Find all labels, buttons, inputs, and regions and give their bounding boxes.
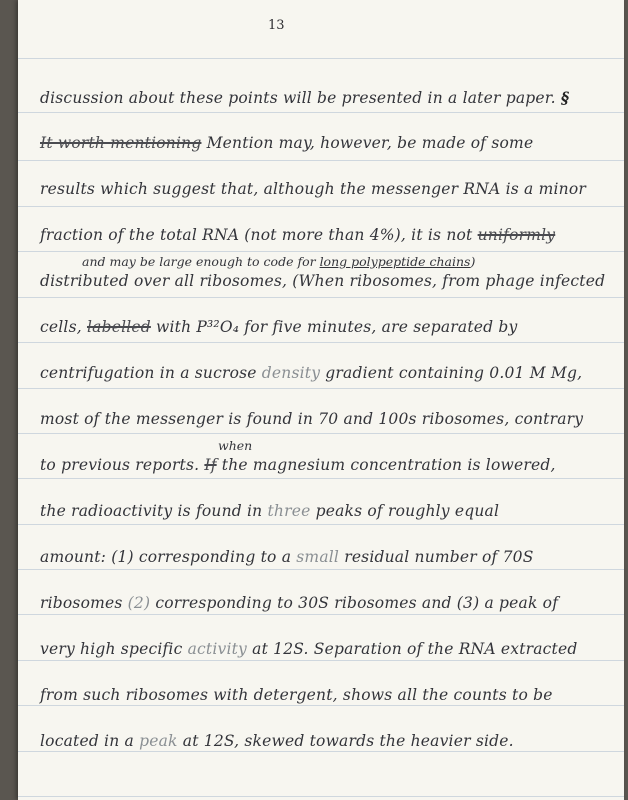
struck-text: labelled bbox=[86, 318, 151, 336]
ruled-line bbox=[18, 751, 624, 752]
line-text: centrifugation in a sucrose bbox=[40, 364, 262, 382]
line-text: discussion about these points will be presented in a later paper. bbox=[40, 89, 556, 107]
line-text: fraction of the total RNA (not more than 4%), it is not bbox=[40, 226, 478, 244]
text-line-8 bbox=[40, 410, 583, 428]
underlined-text: long polypeptide chains bbox=[319, 254, 471, 269]
ruled-line bbox=[18, 388, 624, 389]
line-text: the radioactivity is found in bbox=[40, 502, 268, 520]
line-text: cells, bbox=[40, 318, 87, 336]
ruled-line bbox=[18, 297, 624, 298]
ruled-line bbox=[18, 478, 624, 479]
text-line-14 bbox=[40, 686, 553, 704]
line-text: to previous reports. bbox=[40, 456, 205, 474]
line-text: very high specific bbox=[40, 640, 188, 658]
ruled-line bbox=[18, 251, 624, 252]
line-text: residual number of 70S bbox=[339, 548, 534, 566]
page-number: 13 bbox=[268, 18, 285, 33]
ruled-line bbox=[18, 58, 624, 59]
ruled-line bbox=[18, 433, 624, 434]
text-line-9 bbox=[40, 456, 556, 474]
ruled-line bbox=[18, 660, 624, 661]
insertion-text: and may be large enough to code for bbox=[82, 254, 320, 269]
text-line-7 bbox=[40, 364, 582, 382]
ruled-line bbox=[18, 614, 624, 615]
scribble-mark: § bbox=[560, 88, 570, 107]
text-line-4 bbox=[40, 226, 555, 244]
line-text: amount: (1) corresponding to a bbox=[40, 548, 297, 566]
line-text: distributed over all ribosomes, bbox=[40, 272, 293, 290]
text-line-10 bbox=[40, 502, 499, 520]
faded-text: three bbox=[267, 502, 311, 520]
faded-text: activity bbox=[187, 640, 248, 658]
line-text: peaks of roughly equal bbox=[310, 502, 500, 520]
ruled-line bbox=[18, 160, 624, 161]
faded-text: small bbox=[296, 548, 340, 566]
faded-text: (2) bbox=[127, 594, 151, 612]
line-text: results which suggest that, although the messenger RNA is a minor bbox=[40, 180, 586, 198]
line-text: located in a bbox=[40, 732, 140, 750]
text-line-11 bbox=[40, 548, 534, 566]
interlinear-insertion bbox=[82, 254, 475, 269]
ruled-line bbox=[18, 569, 624, 570]
line-text: gradient containing 0.01 M Mg, bbox=[320, 364, 583, 382]
ruled-line bbox=[18, 342, 624, 343]
line-text: from such ribosomes with detergent, shows all the counts to be bbox=[40, 686, 553, 704]
line-text: with P³²O₄ for five minutes, are separated by bbox=[150, 318, 518, 336]
insertion-text: ) bbox=[470, 254, 476, 269]
text-line-2 bbox=[40, 134, 533, 152]
ruled-line bbox=[18, 796, 624, 797]
line-text: the magnesium concentration is lowered, bbox=[216, 456, 556, 474]
text-line-12 bbox=[40, 594, 558, 612]
struck-text: uniformly bbox=[477, 226, 556, 244]
text-line-6 bbox=[40, 318, 518, 336]
line-text: at 12S, skewed towards the heavier side. bbox=[177, 732, 514, 750]
ruled-line bbox=[18, 705, 624, 706]
ruled-line bbox=[18, 112, 624, 113]
line-text: at 12S. Separation of the RNA extracted bbox=[247, 640, 578, 658]
line-text: corresponding to 30S ribosomes and (3) a peak of bbox=[150, 594, 559, 612]
line-text: (When ribosomes, from phage infected bbox=[292, 272, 606, 290]
line-text: Mention may, however, be made of some bbox=[206, 134, 534, 152]
line-text: most of the messenger is found in 70 and 100s ribosomes, contrary bbox=[40, 410, 584, 428]
struck-text: It worth mentioning bbox=[40, 134, 202, 152]
ruled-line bbox=[18, 524, 624, 525]
text-line-15 bbox=[40, 732, 514, 750]
faded-text: peak bbox=[139, 732, 178, 750]
text-line-13 bbox=[40, 640, 577, 658]
line-text: ribosomes bbox=[40, 594, 128, 612]
ruled-line bbox=[18, 206, 624, 207]
text-line-5 bbox=[40, 272, 605, 290]
faded-text: density bbox=[261, 364, 321, 382]
interlinear-insertion: when bbox=[218, 438, 253, 453]
text-line-1 bbox=[40, 88, 569, 107]
manuscript-page bbox=[18, 0, 624, 800]
text-line-3 bbox=[40, 180, 586, 198]
struck-text: If bbox=[204, 456, 217, 474]
